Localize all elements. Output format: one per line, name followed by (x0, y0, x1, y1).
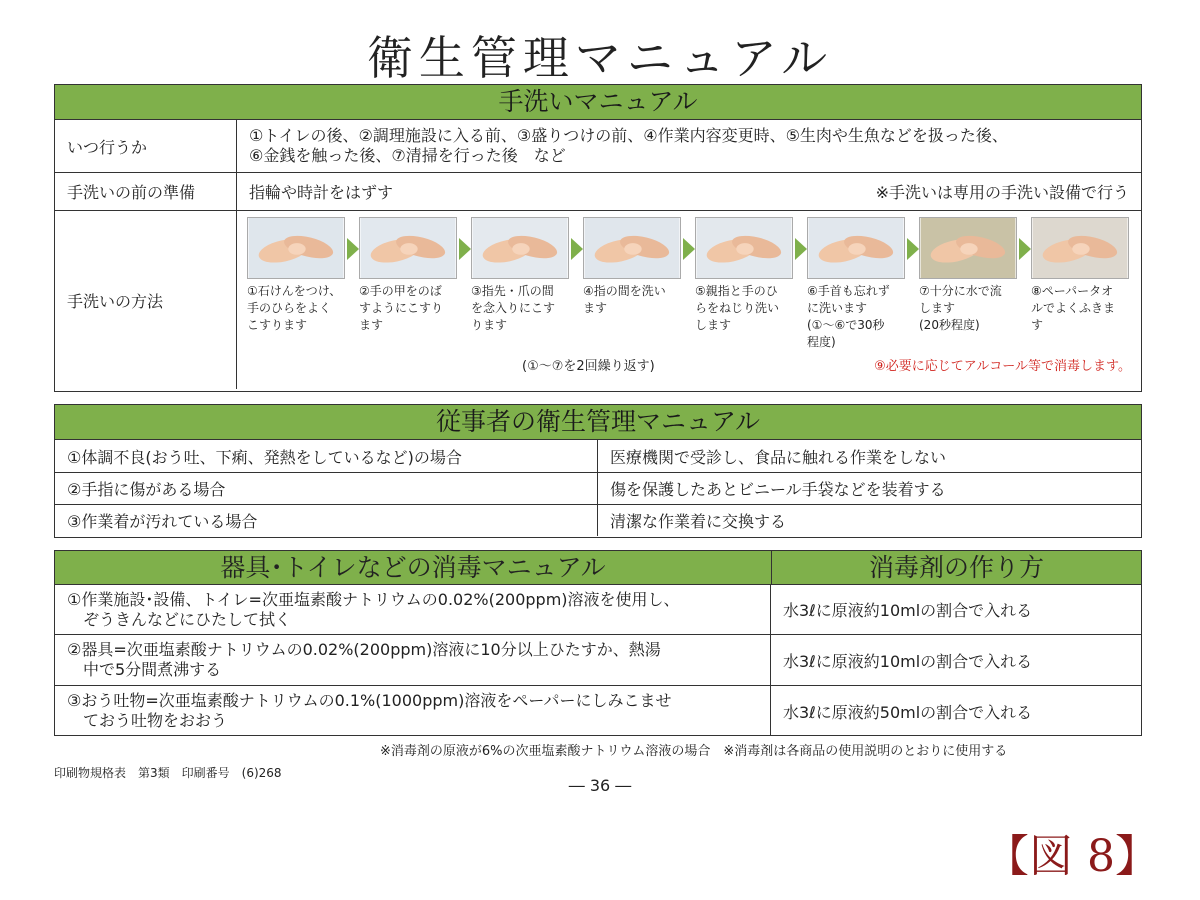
figure-label: 【図 8】 (985, 831, 1159, 882)
disinfect-section (54, 550, 1142, 736)
step-arrow-icon (459, 238, 471, 260)
handwash-step (919, 217, 1017, 334)
caption-line: ます (359, 318, 384, 332)
disinfect-text (55, 635, 771, 685)
caption-line: ルでよくふきま (1031, 301, 1116, 315)
step-arrow-icon (347, 238, 359, 260)
handwash-caption (359, 283, 457, 334)
handwash-step (1031, 217, 1129, 334)
when-text (237, 120, 1141, 172)
caption-line: に洗います (807, 301, 868, 315)
staff-action: 傷を保護したあとビニール手袋などを装着する (610, 480, 946, 499)
caption-line: (①〜⑥で30秒 (807, 318, 885, 332)
handwash-photo (695, 217, 793, 279)
caption-line: ります (471, 318, 508, 332)
prep-label: 手洗いの前の準備 (55, 173, 237, 210)
handwash-caption (583, 283, 681, 317)
prep-text: 指輪や時計をはずす (249, 183, 394, 202)
caption-line: 程度) (807, 335, 836, 349)
method-row (55, 210, 1141, 389)
step-arrow-icon (1019, 238, 1031, 260)
staff-header: 従事者の衛生管理マニュアル (55, 405, 1141, 440)
caption-line: ⑧ペーパータオ (1031, 284, 1114, 298)
handwash-header: 手洗いマニュアル (55, 85, 1141, 120)
when-line-2: ⑥金銭を触った後、⑦清掃を行った後 など (249, 146, 566, 165)
caption-line: します (695, 318, 732, 332)
handwash-step (359, 217, 457, 334)
when-row (55, 120, 1141, 172)
handwash-caption (695, 283, 793, 334)
disinfect-header: 器具･トイレなどの消毒マニュアル (55, 551, 772, 585)
caption-line: すようにこすり (359, 301, 444, 315)
disinfect-line-2: ておう吐物をおおう (83, 711, 228, 730)
disinfect-footnote: ※消毒剤の原液が6%の次亜塩素酸ナトリウム溶液の場合 ※消毒剤は各商品の使用説明のとおりに使用する (380, 744, 1008, 759)
caption-line: ⑦十分に水で流 (919, 284, 1002, 298)
prep-row (55, 172, 1141, 210)
handwash-section (54, 84, 1142, 392)
caption-line: ⑤親指と手のひ (695, 284, 778, 298)
disinfect-prep: 水3ℓに原液約50mlの割合で入れる (783, 702, 1033, 722)
disinfect-text (55, 585, 771, 634)
page-title: 衛生管理マニュアル (366, 31, 834, 85)
step-arrow-icon (683, 238, 695, 260)
handwash-photo (471, 217, 569, 279)
disinfect-text (55, 686, 771, 736)
handwash-step (583, 217, 681, 317)
handwash-step (471, 217, 569, 334)
handwash-photo (1031, 217, 1129, 279)
disinfect-line-2: 中で5分間煮沸する (83, 660, 222, 679)
staff-action: 医療機関で受診し、食品に触れる作業をしない (610, 447, 947, 467)
handwash-photo (583, 217, 681, 279)
staff-condition: ②手指に傷がある場合 (55, 473, 598, 504)
caption-line: します (919, 301, 956, 315)
prep-cell (237, 173, 1141, 210)
page-number: ― 36 ― (568, 776, 632, 795)
step-arrow-icon (571, 238, 583, 260)
caption-line: 手のひらをよく (247, 301, 332, 315)
disinfect-line-1: ①作業施設･設備、トイレ=次亜塩素酸ナトリウムの0.02%(200ppm)溶液を使用し、 (67, 589, 680, 609)
handwash-step (695, 217, 793, 334)
caption-line: らをねじり洗い (695, 301, 780, 315)
staff-section (54, 404, 1142, 538)
handwash-caption (919, 283, 1017, 334)
disinfect-row (55, 634, 1141, 685)
caption-line: こすります (247, 318, 308, 332)
handwash-photo (247, 217, 345, 279)
disinfect-prep: 水3ℓに原液約10mlの割合で入れる (783, 601, 1033, 620)
alcohol-note: ⑨必要に応じてアルコール等で消毒します。 (874, 359, 1131, 374)
print-info: 印刷物規格表 第3類 印刷番号 (6)268 (54, 766, 282, 780)
disinfect-header-row (55, 551, 1141, 585)
caption-line: ①石けんをつけ、 (247, 284, 342, 298)
disinfect-line-2: ぞうきんなどにひたして拭く (83, 609, 292, 629)
caption-line: ④指の間を洗い (583, 284, 666, 298)
handwash-caption (807, 283, 905, 351)
handwash-step (807, 217, 905, 351)
prep-note: ※手洗いは専用の手洗い設備で行う (875, 183, 1129, 202)
disinfect-row (55, 585, 1141, 634)
preparation-header: 消毒剤の作り方 (772, 551, 1141, 585)
handwash-caption (247, 283, 345, 334)
caption-line: (20秒程度) (919, 318, 980, 332)
method-steps (237, 211, 1141, 389)
caption-line: す (1031, 318, 1044, 332)
method-label: 手洗いの方法 (55, 211, 237, 389)
handwash-photo (919, 217, 1017, 279)
handwash-photo (807, 217, 905, 279)
caption-line: ③指先・爪の間 (471, 284, 554, 298)
handwash-step (247, 217, 345, 334)
disinfect-line-1: ③おう吐物=次亜塩素酸ナトリウムの0.1%(1000ppm)溶液をペーパーにしみこませ (67, 691, 672, 710)
caption-line: ます (583, 301, 608, 315)
handwash-caption (471, 283, 569, 334)
repeat-note: (①〜⑦を2回繰り返す) (522, 359, 655, 374)
disinfect-prep: 水3ℓに原液約10mlの割合で入れる (783, 651, 1033, 671)
when-label: いつ行うか (55, 120, 237, 172)
when-line-1: ①トイレの後、②調理施設に入る前、③盛りつけの前、④作業内容変更時、⑤生肉や生魚などを扱った後、 (249, 126, 1008, 145)
step-arrow-icon (795, 238, 807, 260)
caption-line: を念入りにこす (471, 301, 556, 315)
disinfect-line-1: ②器具=次亜塩素酸ナトリウムの0.02%(200ppm)溶液に10分以上ひたすか、熱湯 (67, 640, 661, 659)
staff-condition: ①体調不良(おう吐、下痢、発熱をしているなど)の場合 (55, 440, 598, 472)
step-arrow-icon (907, 238, 919, 260)
staff-row (55, 472, 1141, 504)
handwash-caption (1031, 283, 1129, 334)
caption-line: ⑥手首も忘れず (807, 284, 890, 298)
disinfect-row (55, 685, 1141, 736)
handwash-photo (359, 217, 457, 279)
staff-row (55, 440, 1141, 472)
staff-action: 清潔な作業着に交換する (610, 512, 787, 531)
staff-row (55, 504, 1141, 536)
staff-condition: ③作業着が汚れている場合 (55, 505, 598, 536)
caption-line: ②手の甲をのば (359, 284, 442, 298)
